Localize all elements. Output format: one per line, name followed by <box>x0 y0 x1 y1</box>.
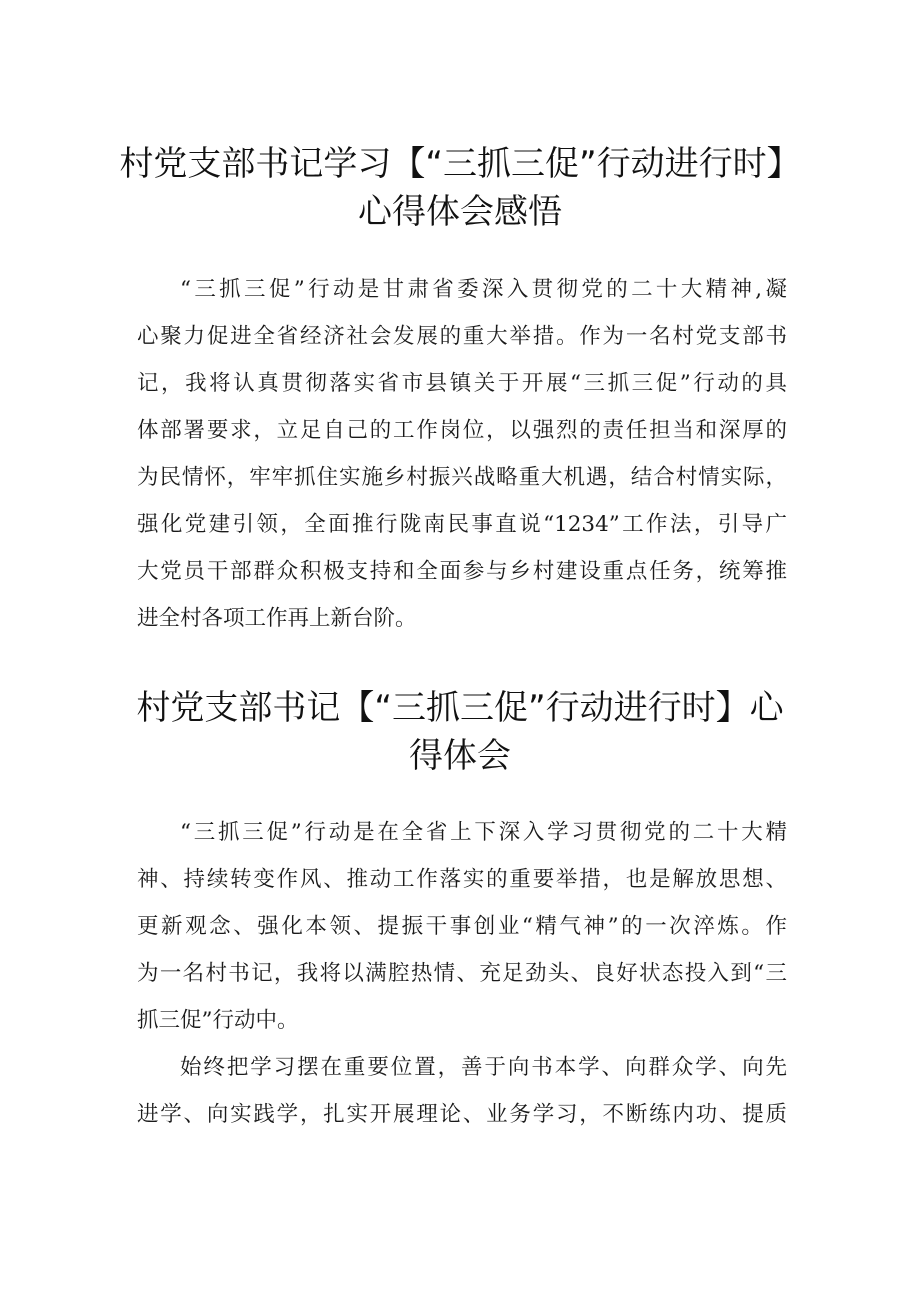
article2-title <box>100 684 820 780</box>
article1-title-line1: 村党支部书记学习【“三抓三促”行动进行时】 <box>119 144 801 184</box>
text-line: 心聚力促进全省经济社会发展的重大举措。作为一名村党支部书 <box>137 324 787 349</box>
text-line: 为一名村书记，我将以满腔热情、充足劲头、良好状态投入到“三 <box>137 961 787 986</box>
article1-paragraph1 <box>137 266 787 642</box>
text-line: 神、持续转变作风、推动工作落实的重要举措，也是解放思想、 <box>137 867 787 892</box>
text-line: 为民情怀，牢牢抓住实施乡村振兴战略重大机遇，结合村情实际， <box>137 465 787 490</box>
text-line: 进全村各项工作再上新台阶。 <box>137 606 417 631</box>
text-line: “三抓三促”行动是在全省上下深入学习贯彻党的二十大精 <box>180 820 787 845</box>
text-line: 抓三促”行动中。 <box>137 1008 299 1033</box>
article1-title <box>100 140 820 236</box>
article2-title-line1: 村党支部书记【“三抓三促”行动进行时】心 <box>136 688 784 728</box>
article1-title-line2: 心得体会感悟 <box>358 192 562 232</box>
text-line: 进学、向实践学，扎实开展理论、业务学习，不断练内功、提质 <box>137 1102 787 1127</box>
text-line: 强化党建引领，全面推行陇南民事直说“1234”工作法，引导广 <box>137 512 787 537</box>
article2-paragraph2 <box>137 1044 787 1138</box>
text-line: 更新观念、强化本领、提振干事创业“精气神”的一次淬炼。作 <box>137 914 787 939</box>
article2-paragraph1 <box>137 809 787 1044</box>
text-line: “三抓三促”行动是甘肃省委深入贯彻党的二十大精神,凝 <box>180 277 787 302</box>
text-line: 大党员干部群众积极支持和全面参与乡村建设重点任务，统筹推 <box>137 559 787 584</box>
text-line: 始终把学习摆在重要位置，善于向书本学、向群众学、向先 <box>180 1055 787 1080</box>
article2-title-line2: 得体会 <box>409 736 511 776</box>
text-line: 体部署要求，立足自己的工作岗位，以强烈的责任担当和深厚的 <box>137 418 787 443</box>
text-line: 记，我将认真贯彻落实省市县镇关于开展“三抓三促”行动的具 <box>137 371 787 396</box>
